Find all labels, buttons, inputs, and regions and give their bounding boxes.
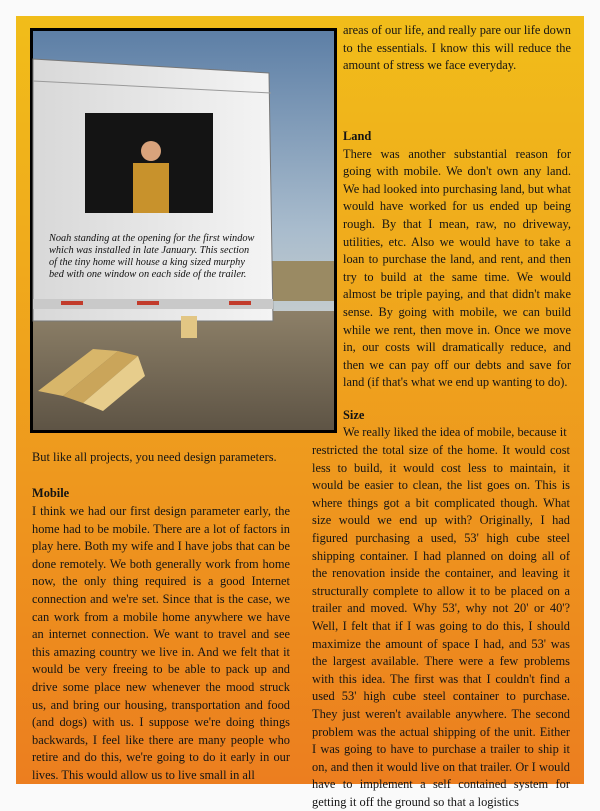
person-head — [141, 141, 161, 161]
size-first-line: We really liked the idea of mobile, because it — [343, 425, 567, 439]
mobile-heading: Mobile — [32, 486, 70, 500]
size-heading: Size — [343, 408, 365, 422]
trailer-photo — [30, 28, 337, 433]
mobile-paragraph: I think we had our first design parameter early, the home had to be mobile. There are a lot of factors in play here. Both my wife and I have jobs that can be done remotely. We both generally work from home now, the only thing required is a good Internet connection and we're set. Since that is the case, we can work from a mobile home anywhere we have an internet connection. We want to travel and see this amazing country we live in. And we felt that it would be very freeing to be able to pack up and drive some place new whenever the mood struck us, and bring our housing, transportation and food (and dogs) with us. I suppose we're doing things backwards, I feel like there are many people who retire and do this, we're going to do it early in our lives. This would allow us to live small in all — [32, 504, 290, 782]
field — [263, 261, 334, 301]
intro-paragraph: But like all projects, you need design parameters. — [32, 450, 277, 464]
photo-caption: Noah standing at the opening for the first window which was installed in late January. This section of the tiny home will house a king sized murphy bed with one window on each side of the trailer. — [49, 233, 255, 280]
land-paragraph: There was another substantial reason for going with mobile. We don't own any land. We had looked into purchasing land, but what would have worked for us ended up being rough. By that I mean, raw, no driveway, utilities, etc. Also we would have to take a loan to purchase the land, and rent, and then try to build at the same time. We would almost be triple paying, and that didn't make sense. By going with mobile, we can build while we rent, then move in. Once we move in, our costs will dramatically reduce, and then we can pay off our debts and save for land (if that's what we end up wanting to do). — [343, 146, 571, 390]
land-section — [343, 128, 571, 392]
article-continuation — [343, 22, 571, 75]
size-paragraph: restricted the total size of the home. It would cost less to build, it would cost less to maintain, it would be easier to clean, the list goes on. This is where things got a bit complicated though. What size would we end up with? Originally, I had figured purchasing a used, 53' high cube steel shipping container. I had planned on doing all of the renovation inside the container, and leaving it structurally complete to allow it to be placed on a trailer and moved. Why 53', why not 20' or 40'? Well, I felt that if I was going to do this, I should maximize the amount of space I had, and 53' was the largest available. There were a few problems with this idea. The first was that I couldn't find a used 53' high cube steel container to purchase. They just weren't available anywhere. The second problem was the actual shipping of the unit. Either I was going to have to purchase a trailer to ship it on, and then it would live on that trailer. Or I would have to implement a self contained system for getting it off the ground so that a logistics — [312, 443, 570, 809]
land-heading: Land — [343, 129, 372, 143]
trailer-photo-image — [33, 31, 334, 430]
continuation-paragraph: areas of our life, and really pare our life down to the essentials. I know this will reduce the amount of stress we face everyday. — [343, 23, 571, 73]
person-torso — [133, 163, 169, 213]
magazine-page — [16, 16, 584, 809]
wood-block — [181, 316, 197, 338]
